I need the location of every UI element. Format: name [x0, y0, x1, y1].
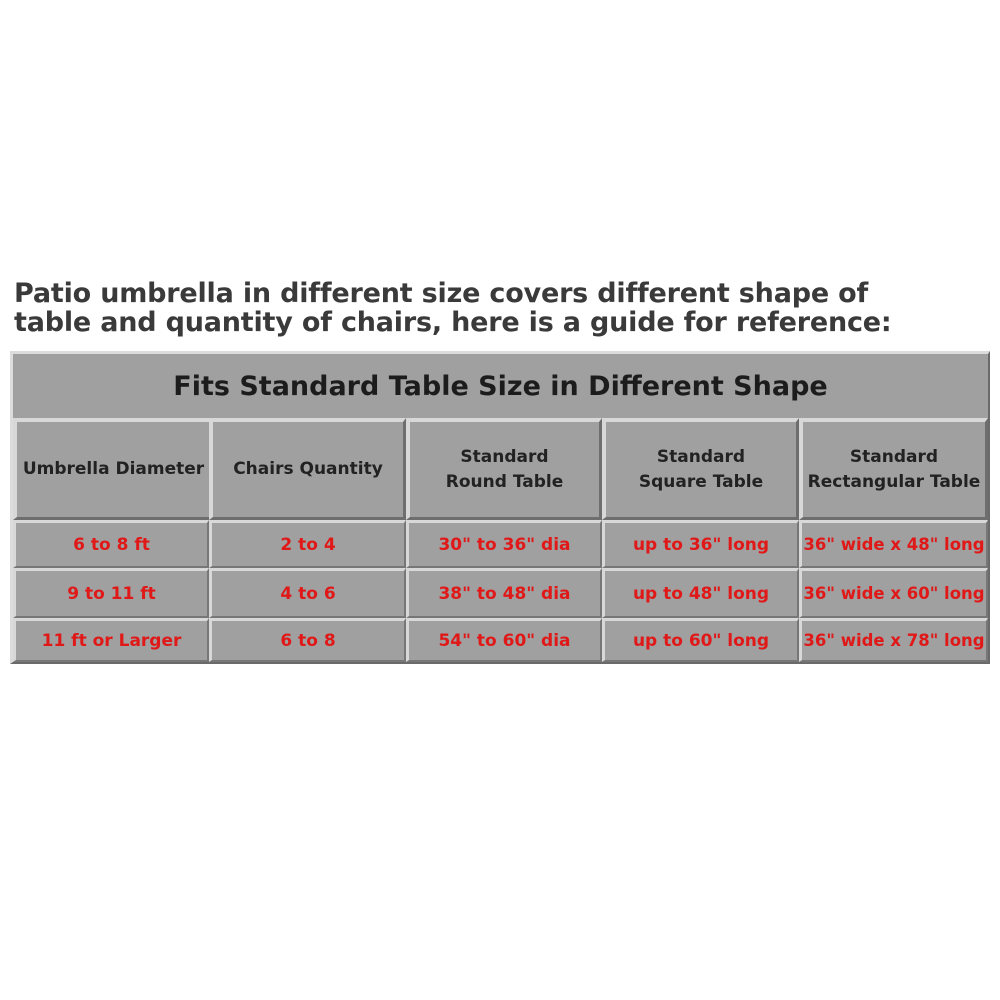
- table-cell: up to 36" long: [602, 520, 799, 568]
- intro-text: [14, 279, 984, 337]
- table-cell: 6 to 8: [209, 618, 406, 662]
- table-cell: 54" to 60" dia: [406, 618, 602, 662]
- size-guide-table: [10, 351, 990, 664]
- table-title: Fits Standard Table Size in Different Shape: [173, 370, 828, 402]
- table-cell: 6 to 8 ft: [13, 520, 209, 568]
- table-cell: 38" to 48" dia: [406, 568, 602, 618]
- table-cell: 2 to 4: [209, 520, 406, 568]
- header-square-table: Standard Square Table: [602, 418, 799, 520]
- table-cell: 4 to 6: [209, 568, 406, 618]
- table-cell: 30" to 36" dia: [406, 520, 602, 568]
- intro-line-2: table and quantity of chairs, here is a guide for reference:: [14, 307, 892, 338]
- header-umbrella-diameter: Umbrella Diameter: [13, 418, 213, 520]
- table-cell: 9 to 11 ft: [13, 568, 209, 618]
- table-cell: up to 60" long: [602, 618, 799, 662]
- intro-line-1: Patio umbrella in different size covers different shape of: [14, 278, 869, 309]
- table-cell: 36" wide x 48" long: [799, 520, 988, 568]
- table-cell: up to 48" long: [602, 568, 799, 618]
- header-round-table: Standard Round Table: [406, 418, 602, 520]
- table-cell: 36" wide x 78" long: [799, 618, 988, 662]
- header-rectangular-table: Standard Rectangular Table: [799, 418, 988, 520]
- table-cell: 11 ft or Larger: [13, 618, 209, 662]
- table-cell: 36" wide x 60" long: [799, 568, 988, 618]
- header-chairs-quantity: Chairs Quantity: [209, 418, 406, 520]
